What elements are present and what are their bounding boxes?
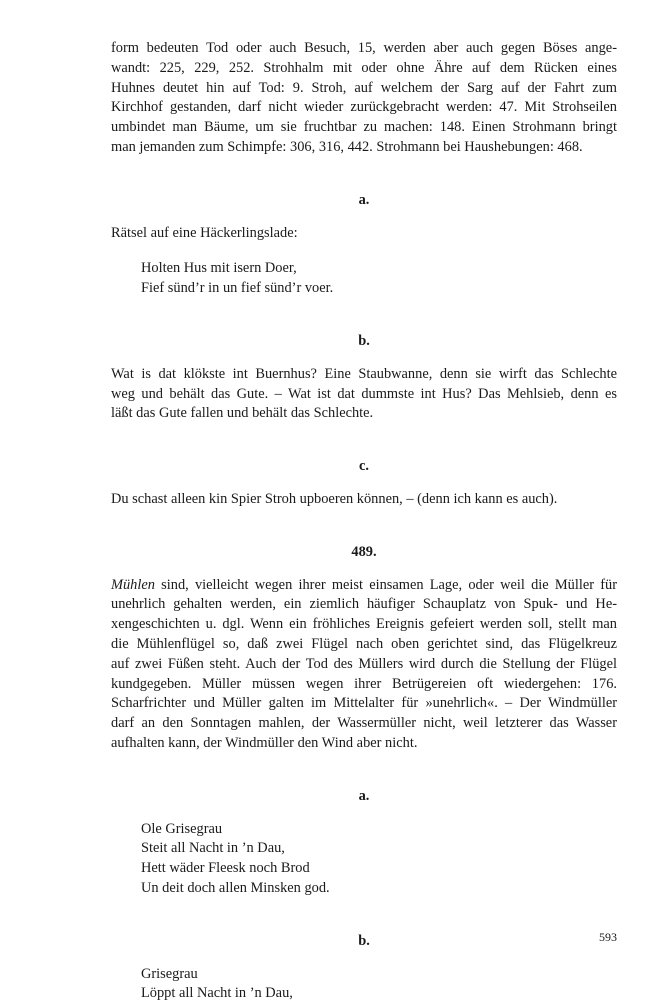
paragraph-riddles: [111, 365, 617, 424]
entry-number-heading: 489.: [111, 543, 617, 563]
verse-line: Löppt all Nacht in ’n Dau,: [141, 984, 617, 1004]
text-line: die Mühlenflügel so, daß zwei Flügel nach oben gerichtet sind, das Flügelkreuz: [111, 635, 617, 655]
emphasized-term: Mühlen: [111, 577, 155, 593]
text-line: Huhnes deutet hin auf Tod: 9. Stroh, auf welchem der Sarg auf der Fahrt zum: [111, 79, 617, 99]
mill-riddle-verse-b: [141, 965, 617, 1004]
verse-line: Holten Hus mit isern Doer,: [141, 259, 617, 279]
paragraph-mills: [111, 576, 617, 754]
riddle-intro: Rätsel auf eine Häckerlingslade:: [111, 224, 617, 244]
paragraph-straw-continued: [111, 39, 617, 158]
verse-line: Hett wäder Fleesk noch Brod: [141, 859, 617, 879]
mill-riddle-verse-a: [141, 820, 617, 899]
verse-line: Un deit doch allen Minsken god.: [141, 879, 617, 899]
text-line: Kirchhof gestanden, darf nicht wieder zurückgebracht werden: 47. Mit Strohseilen: [111, 98, 617, 118]
verse-line: Grisegrau: [141, 965, 617, 985]
text-line: Wat is dat klökste int Buernhus? Eine Staubwanne, denn sie wirft das Schlechte: [111, 365, 617, 385]
section-heading-a: a.: [111, 191, 617, 211]
text-line: kundgegeben. Müller müssen wegen ihrer Betrügereien oft wiedergehen: 176.: [111, 675, 617, 695]
text-line: läßt das Gute fallen und behält das Schlechte.: [111, 404, 617, 424]
text-line: xengeschichten u. dgl. Wenn ein fröhliches Ereignis gefeiert werden soll, stellt man: [111, 615, 617, 635]
text-line: aufhalten kann, der Windmüller den Wind aber nicht.: [111, 734, 617, 754]
section-heading-a: a.: [111, 787, 617, 807]
text-line: Scharfrichter und Müller galten im Mittelalter für »unehrlich«. – Der Windmüller: [111, 694, 617, 714]
text-line: wandt: 225, 229, 252. Strohhalm mit oder ohne Ähre auf dem Rücken eines: [111, 59, 617, 79]
text-line: man jemanden zum Schimpfe: 306, 316, 442. Strohmann bei Haushebungen: 468.: [111, 138, 617, 158]
text-line: auf zwei Füßen steht. Auch der Tod des Müllers wird durch die Stellung der Flügel: [111, 655, 617, 675]
text-line: form bedeuten Tod oder auch Besuch, 15, werden aber auch gegen Böses ange-: [111, 39, 617, 59]
page-body: [111, 39, 617, 1004]
paragraph-saying: Du schast alleen kin Spier Stroh upboeren können, – (denn ich kann es auch).: [111, 490, 617, 510]
section-heading-c: c.: [111, 457, 617, 477]
verse-line: Fief sünd’r in un fief sünd’r voer.: [141, 279, 617, 299]
text-fragment: sind, vielleicht wegen ihrer meist einsamen Lage, oder weil die Müller für: [155, 577, 617, 593]
text-line: weg und behält das Gute. – Wat ist dat dummste int Hus? Das Mehlsieb, denn es: [111, 385, 617, 405]
text-line: unehrlich gehalten werden, ein ziemlich häufiger Schauplatz von Spuk- und He-: [111, 595, 617, 615]
text-line: darf an den Sonntagen mahlen, der Wassermüller nicht, weil letzterer das Wasser: [111, 714, 617, 734]
verse-line: Steit all Nacht in ’n Dau,: [141, 839, 617, 859]
riddle-verse: [141, 259, 617, 299]
verse-line: Ole Grisegrau: [141, 820, 617, 840]
section-heading-b: b.: [111, 332, 617, 352]
text-line: [111, 576, 617, 596]
text-line: umbindet man Bäume, um sie fruchtbar zu machen: 148. Einen Strohmann bringt: [111, 118, 617, 138]
section-heading-b: b.: [111, 932, 617, 952]
page-number: 593: [599, 930, 617, 944]
